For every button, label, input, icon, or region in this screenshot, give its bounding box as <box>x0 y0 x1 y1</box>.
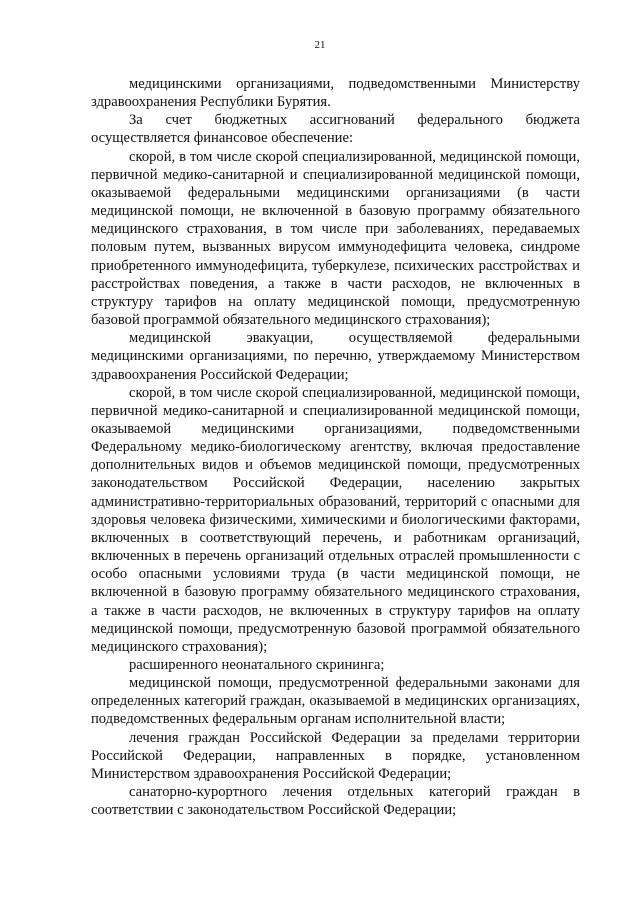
document-body <box>91 75 580 819</box>
paragraph-5: скорой, в том числе скорой специализированной, медицинской помощи, первичной медико-санитарной и специализированной медицинской помощи, оказываемой медицинскими организациями, подведомственными Федеральному медико-биологическому агентству, включая предоставление дополнительных видов и объемов медицинской помощи, предусмотренных законодательством Российской Федерации, населению закрытых административно-территориальных образований, территорий с опасными для здоровья человека физическими, химическими и биологическими факторами, включенных в соответствующий перечень, и работникам организаций, включенных в перечень организаций отдельных отраслей промышленности с особо опасными условиями труда (в части медицинской помощи, не включенной в базовую программу обязательного медицинского страхования, а также в части расходов, не включенных в структуру тарифов на оплату медицинской помощи, предусмотренную базовой программой обязательного медицинского страхования); <box>91 384 580 655</box>
paragraph-1: медицинскими организациями, подведомственными Министерству здравоохранения Республики Бурятия. <box>91 76 580 111</box>
paragraph-7: медицинской помощи, предусмотренной федеральными законами для определенных категорий граждан, оказываемой в медицинских организациях, подведомственных федеральным органам исполнительной власти; <box>91 675 580 728</box>
paragraph-6: расширенного неонатального скрининга; <box>129 657 385 673</box>
paragraph-8: лечения граждан Российской Федерации за пределами территории Российской Федерации, направленных в порядке, установленном Министерством здравоохранения Российской Федерации; <box>91 729 580 782</box>
paragraph-4: медицинской эвакуации, осуществляемой федеральными медицинскими организациями, по перечню, утверждаемому Министерством здравоохранения Российской Федерации; <box>91 330 580 383</box>
paragraph-3: скорой, в том числе скорой специализированной, медицинской помощи, первичной медико-санитарной и специализированной медицинской помощи, оказываемой федеральными медицинскими организациями (в части медицинской помощи, не включенной в базовую программу обязательного медицинского страхования, в том числе при заболеваниях, передаваемых половым путем, вызванных вирусом иммунодефицита человека, синдроме приобретенного иммунодефицита, туберкулезе, психических расстройствах и расстройствах поведения, а также в части расходов, не включенных в структуру тарифов на оплату медицинской помощи, предусмотренную базовой программой обязательного медицинского страхования); <box>91 148 580 329</box>
paragraph-2: За счет бюджетных ассигнований федерального бюджета осуществляется финансовое обеспечение: <box>91 112 580 147</box>
page-number: 21 <box>314 39 326 51</box>
paragraph-9: санаторно-курортного лечения отдельных категорий граждан в соответствии с законодательством Российской Федерации; <box>91 784 580 819</box>
